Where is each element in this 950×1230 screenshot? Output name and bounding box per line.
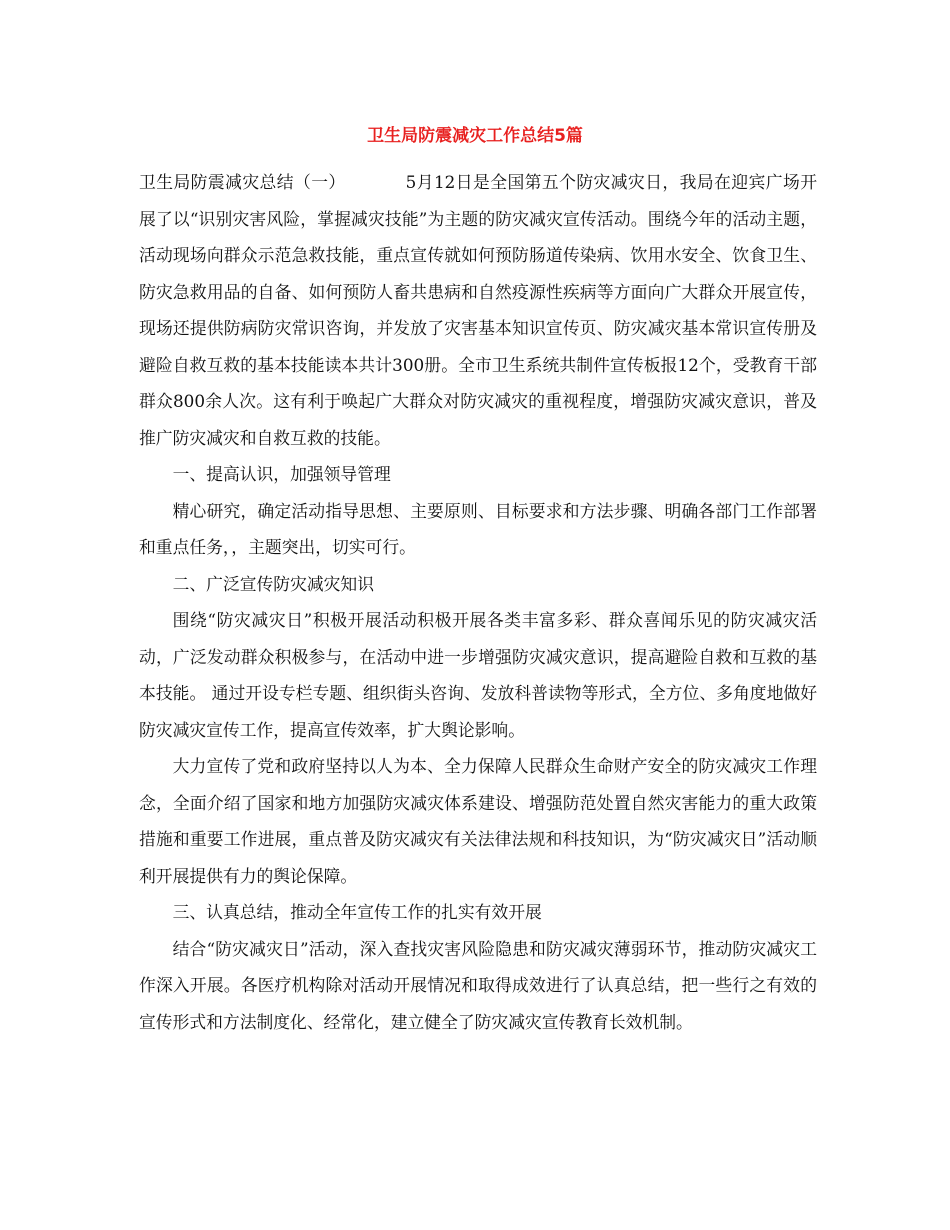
intro-paragraph [139,164,817,456]
section-heading-1: 一、提高认识，加强领导管理 [172,464,391,484]
body-paragraph: 大力宣传了党和政府坚持以人为本、全力保障人民群众生命财产安全的防灾减灾工作理念，全面介绍了国家和地方加强防灾减灾体系建设、增强防范处置自然灾害能力的重大政策措施和重要工作进展，重点普及防灾减灾有关法律法规和科技知识，为“防灾减灾日”活动顺利开展提供有力的舆论保障。 [139,756,817,886]
body-paragraph: 精心研究，确定活动指导思想、主要原则、目标要求和方法步骤、明确各部门工作部署和重点任务，，主题突出，切实可行。 [139,500,817,557]
section-heading-2: 二、广泛宣传防灾减灾知识 [172,573,374,594]
body-paragraph: 围绕“防灾减灾日”积极开展活动积极开展各类丰富多彩、群众喜闻乐见的防灾减灾活动，广泛发动群众积极参与，在活动中进一步增强防灾减灾意识，提高避险自救和互救的基本技能。 通过开设专栏专题、组织街头咨询、发放科普读物等形式，全方位、多角度地做好防灾减灾宣传工作，提高宣传效率，扩大舆论影响。 [139,610,817,740]
document-title: 卫生局防震减灾工作总结5篇 [367,126,583,146]
document-body [139,164,817,1040]
body-paragraph: 结合“防灾减灾日”活动，深入查找灾害风险隐患和防灾减灾薄弱环节，推动防灾减灾工作深入开展。各医疗机构除对活动开展情况和取得成效进行了认真总结，把一些行之有效的宣传形式和方法制度化、经常化，建立健全了防灾减灾宣传教育长效机制。 [139,938,817,1032]
section-heading-3: 三、认真总结，推动全年宣传工作的扎实有效开展 [172,902,542,922]
intro-body: 5月12日是全国第五个防灾减灾日，我局在迎宾广场开展了以“识别灾害风险，掌握减灾技能”为主题的防灾减灾宣传活动。围绕今年的活动主题，活动现场向群众示范急救技能，重点宣传就如何预防肠道传染病、饮用水安全、饮食卫生、防灾急救用品的自备、如何预防人畜共患病和自然疫源性疾病等方面向广大群众开展宣传，现场还提供防病防灾常识咨询，并发放了灾害基本知识宣传页、防灾减灾基本常识宣传册及避险自救互救的基本技能读本共计300册。全市卫生系统共制件宣传板报12个，受教育干部群众800余人次。这有利于唤起广大群众对防灾减灾的重视程度，增强防灾减灾意识，普及推广防灾减灾和自救互救的技能。 [139,172,817,448]
intro-lead: 卫生局防震减灾总结（一） [139,172,346,192]
